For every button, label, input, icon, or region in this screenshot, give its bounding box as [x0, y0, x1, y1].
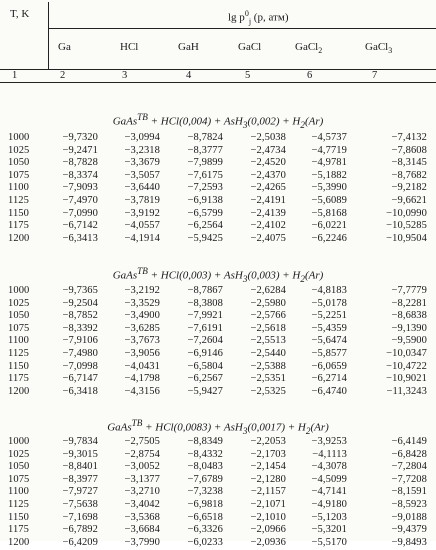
value-cell: −3,0052	[124, 461, 160, 473]
value-cell: −3,4042	[124, 499, 160, 510]
table-row	[0, 233, 436, 246]
value-cell: −9,0188	[391, 511, 427, 523]
table-row	[0, 145, 436, 158]
value-cell: −6,4740	[311, 385, 347, 397]
table-row	[0, 348, 436, 361]
value-cell: −3,6440	[124, 182, 160, 194]
value-cell: −3,9056	[124, 348, 160, 359]
value-cell: −9,7320	[62, 132, 98, 143]
value-cell: −7,0990	[62, 207, 98, 219]
value-cell: −7,9921	[187, 310, 223, 322]
value-cell: −2,5351	[250, 373, 286, 385]
temperature-cell: 1075	[8, 473, 30, 485]
value-cell: −5,6474	[311, 335, 347, 347]
col-header-temperature: T, K	[10, 8, 30, 20]
value-cell: −6,4209	[62, 536, 98, 548]
value-cell: −2,1454	[250, 461, 286, 473]
temperature-cell: 1100	[8, 486, 30, 498]
value-cell: −8,3977	[62, 473, 98, 485]
value-cell: −2,4191	[250, 195, 286, 206]
value-cell: −3,3529	[124, 297, 160, 309]
table-row	[0, 157, 436, 170]
column-number: 7	[372, 70, 378, 81]
value-cell: −8,8401	[62, 461, 98, 473]
value-cell: −3,4900	[124, 310, 160, 322]
table-row	[0, 524, 436, 537]
column-number: 1	[12, 70, 18, 81]
value-cell: −2,5038	[250, 132, 286, 143]
value-cell: −8,0483	[187, 461, 223, 473]
value-cell: −2,8754	[124, 448, 160, 460]
value-cell: −5,9425	[187, 232, 223, 244]
log-pressure-unit: (p, атм)	[253, 11, 289, 24]
value-cell: −8,1591	[391, 486, 427, 498]
table-row	[0, 323, 436, 336]
value-cell: −2,5766	[250, 310, 286, 322]
value-cell: −7,6789	[187, 473, 223, 485]
value-cell: −10,9021	[386, 373, 427, 385]
temperature-cell: 1100	[8, 182, 30, 194]
value-cell: −4,0557	[124, 220, 160, 232]
table-row	[0, 537, 436, 550]
table-row	[0, 335, 436, 348]
temperature-cell: 1075	[8, 169, 30, 181]
value-cell: −3,0994	[124, 132, 160, 143]
table-row	[0, 132, 436, 145]
table-row	[0, 386, 436, 399]
value-cell: −8,3145	[391, 157, 427, 169]
value-cell: −8,7852	[62, 310, 98, 322]
species-subscript: 2	[318, 46, 323, 56]
column-number: 5	[245, 70, 251, 81]
header-rule-bottom	[0, 82, 436, 83]
value-cell: −4,0431	[124, 360, 160, 372]
value-cell: −10,9504	[386, 232, 427, 244]
value-cell: −8,4332	[187, 448, 223, 460]
temperature-cell: 1200	[8, 385, 30, 397]
table-row	[0, 361, 436, 374]
header-rule-top-right	[48, 28, 436, 29]
value-cell: −2,4520	[250, 157, 286, 169]
value-cell: −7,2593	[187, 182, 223, 194]
value-cell: −3,7673	[124, 335, 160, 347]
value-cell: −5,4359	[311, 322, 347, 334]
value-cell: −10,0990	[386, 207, 427, 219]
table-row	[0, 170, 436, 183]
value-cell: −3,6684	[124, 524, 160, 536]
value-cell: −6,3326	[187, 524, 223, 536]
temperature-cell: 1150	[8, 511, 30, 523]
value-cell: −5,3990	[311, 182, 347, 194]
value-cell: −9,3015	[62, 448, 98, 460]
value-cell: −3,5368	[124, 511, 160, 523]
temperature-cell: 1125	[8, 195, 30, 206]
value-cell: −2,1280	[250, 473, 286, 485]
value-cell: −4,7141	[311, 486, 347, 498]
value-cell: −5,5170	[311, 536, 347, 548]
table-row	[0, 512, 436, 525]
value-cell: −5,6089	[311, 195, 347, 206]
value-cell: −7,9106	[62, 335, 98, 347]
temperature-cell: 1125	[8, 348, 30, 359]
value-cell: −2,5980	[250, 297, 286, 309]
value-cell: −9,2471	[62, 144, 98, 156]
temperature-cell: 1000	[8, 285, 30, 296]
table-row	[0, 449, 436, 462]
temperature-cell: 1175	[8, 524, 30, 536]
value-cell: −8,2281	[391, 297, 427, 309]
header-rule-mid	[0, 69, 436, 70]
table-row	[0, 474, 436, 487]
species-header: Ga	[58, 41, 71, 53]
value-cell: −2,4139	[250, 207, 286, 219]
column-number: 6	[307, 70, 313, 81]
value-cell: −3,7990	[124, 536, 160, 548]
column-number: 2	[60, 70, 66, 81]
species-header: GaCl$_2$	[295, 41, 323, 56]
table-row	[0, 208, 436, 221]
value-cell: −7,4970	[62, 195, 98, 206]
value-cell: −2,4102	[250, 220, 286, 232]
log-pressure-symbol: lg p	[228, 11, 245, 24]
value-cell: −2,5388	[250, 360, 286, 372]
value-cell: −7,4132	[391, 132, 427, 143]
value-cell: −5,2251	[311, 310, 347, 322]
value-cell: −4,9180	[311, 499, 347, 510]
value-cell: −6,7142	[62, 220, 98, 232]
value-cell: −4,3156	[124, 385, 160, 397]
value-cell: −6,2714	[311, 373, 347, 385]
table-row	[0, 436, 436, 449]
value-cell: −3,2192	[124, 285, 160, 296]
temperature-cell: 1050	[8, 461, 30, 473]
value-cell: −9,2504	[62, 297, 98, 309]
value-cell: −4,7719	[311, 144, 347, 156]
temperature-cell: 1050	[8, 157, 30, 169]
value-cell: −4,5737	[311, 132, 347, 143]
value-cell: −8,5923	[391, 499, 427, 510]
species-header: GaH	[178, 41, 199, 53]
temperature-cell: 1175	[8, 373, 30, 385]
value-cell: −3,5057	[124, 169, 160, 181]
value-cell: −5,3201	[311, 524, 347, 536]
value-cell: −9,8493	[391, 536, 427, 548]
value-cell: −3,9192	[124, 207, 160, 219]
species-header: GaCl	[238, 41, 262, 53]
value-cell: −7,2604	[187, 335, 223, 347]
value-cell: −2,6284	[250, 285, 286, 296]
value-cell: −2,4370	[250, 169, 286, 181]
value-cell: −6,2564	[187, 220, 223, 232]
value-cell: −8,8349	[187, 436, 223, 447]
value-cell: −8,7828	[62, 157, 98, 169]
value-cell: −5,1203	[311, 511, 347, 523]
value-cell: −8,7824	[187, 132, 223, 143]
header-vertical-rule	[48, 2, 49, 69]
log-pressure-superscript: 0	[244, 9, 249, 18]
temperature-cell: 1100	[8, 335, 30, 347]
value-cell: −7,4980	[62, 348, 98, 359]
value-cell: −8,6838	[391, 310, 427, 322]
value-cell: −6,3413	[62, 232, 98, 244]
value-cell: −2,7505	[124, 436, 160, 447]
value-cell: −8,3374	[62, 169, 98, 181]
value-cell: −5,8577	[311, 348, 347, 359]
table-row	[0, 298, 436, 311]
value-cell: −3,9253	[311, 436, 347, 447]
value-cell: −10,0347	[386, 348, 427, 359]
value-cell: −7,1698	[62, 511, 98, 523]
value-cell: −3,2710	[124, 486, 160, 498]
value-cell: −7,3238	[187, 486, 223, 498]
value-cell: −7,9093	[62, 182, 98, 194]
value-cell: −5,8168	[311, 207, 347, 219]
value-cell: −9,1390	[391, 322, 427, 334]
species-header: HCl	[120, 41, 139, 53]
value-cell: −2,1703	[250, 448, 286, 460]
value-cell: −6,0221	[311, 220, 347, 232]
table-row	[0, 310, 436, 323]
value-cell: −2,4075	[250, 232, 286, 244]
species-subscript: 3	[388, 46, 393, 56]
species-header: GaCl$_3$	[365, 41, 393, 56]
value-cell: −7,9727	[62, 486, 98, 498]
value-cell: −6,5804	[187, 360, 223, 372]
value-cell: −10,4722	[386, 360, 427, 372]
value-cell: −5,1882	[311, 169, 347, 181]
value-cell: −9,2182	[391, 182, 427, 194]
section-caption: GaAs$^{TB}$ + $HCl(0,004) + AsH_3(0,002) + H_2(Ar)$	[112, 112, 324, 130]
value-cell: −6,4149	[391, 436, 427, 447]
value-cell: −7,2804	[391, 461, 427, 473]
value-cell: −4,1798	[124, 373, 160, 385]
table-row	[0, 461, 436, 474]
value-cell: −8,7682	[391, 169, 427, 181]
col-header-log-pressure	[228, 9, 289, 26]
value-cell: −2,4734	[250, 144, 286, 156]
value-cell: −4,8183	[311, 285, 347, 296]
temperature-cell: 1200	[8, 536, 30, 548]
value-cell: −7,8608	[391, 144, 427, 156]
value-cell: −9,6621	[391, 195, 427, 206]
column-number: 4	[186, 70, 192, 81]
value-cell: −2,5618	[250, 322, 286, 334]
value-cell: −8,3392	[62, 322, 98, 334]
value-cell: −8,3777	[187, 144, 223, 156]
value-cell: −2,5325	[250, 385, 286, 397]
value-cell: −4,9781	[311, 157, 347, 169]
value-cell: −6,9138	[187, 195, 223, 206]
value-cell: −2,2053	[250, 436, 286, 447]
table-row	[0, 285, 436, 298]
value-cell: −6,8428	[391, 448, 427, 460]
value-cell: −9,7834	[62, 436, 98, 447]
log-pressure-subscript: j	[248, 16, 252, 26]
value-cell: −4,1914	[124, 232, 160, 244]
value-cell: −10,5285	[386, 220, 427, 232]
table-row	[0, 499, 436, 512]
value-cell: −2,1010	[250, 511, 286, 523]
temperature-cell: 1200	[8, 232, 30, 244]
temperature-cell: 1175	[8, 220, 30, 232]
temperature-cell: 1050	[8, 310, 30, 322]
value-cell: −6,7147	[62, 373, 98, 385]
value-cell: −7,5638	[62, 499, 98, 510]
value-cell: −7,7779	[391, 285, 427, 296]
temperature-cell: 1000	[8, 132, 30, 143]
table-row	[0, 220, 436, 233]
temperature-cell: 1025	[8, 144, 30, 156]
value-cell: −7,6191	[187, 322, 223, 334]
value-cell: −6,0659	[311, 360, 347, 372]
value-cell: −9,5900	[391, 335, 427, 347]
value-cell: −2,5440	[250, 348, 286, 359]
value-cell: −2,0936	[250, 536, 286, 548]
value-cell: −2,5513	[250, 335, 286, 347]
value-cell: −6,9146	[187, 348, 223, 359]
value-cell: −8,7867	[187, 285, 223, 296]
value-cell: −6,2567	[187, 373, 223, 385]
value-cell: −2,0966	[250, 524, 286, 536]
section-caption: GaAs$^{TB}$ + $HCl(0,003) + AsH_3(0,003) + H_2(Ar)$	[112, 266, 324, 284]
value-cell: −3,7819	[124, 195, 160, 206]
value-cell: −7,9899	[187, 157, 223, 169]
value-cell: −4,5099	[311, 473, 347, 485]
value-cell: −4,1113	[312, 448, 347, 460]
table-row	[0, 195, 436, 208]
value-cell: −8,3808	[187, 297, 223, 309]
table-row	[0, 182, 436, 195]
value-cell: −3,2318	[124, 144, 160, 156]
value-cell: −6,0233	[187, 536, 223, 548]
value-cell: −9,4379	[391, 524, 427, 536]
value-cell: −6,5799	[187, 207, 223, 219]
value-cell: −3,3679	[124, 157, 160, 169]
value-cell: −5,9427	[187, 385, 223, 397]
temperature-cell: 1000	[8, 436, 30, 447]
temperature-cell: 1075	[8, 322, 30, 334]
value-cell: −9,7365	[62, 285, 98, 296]
temperature-cell: 1025	[8, 448, 30, 460]
value-cell: −5,0178	[311, 297, 347, 309]
value-cell: −11,3243	[386, 385, 427, 397]
temperature-cell: 1150	[8, 360, 30, 372]
value-cell: −6,7892	[62, 524, 98, 536]
table-row	[0, 486, 436, 499]
value-cell: −7,6175	[187, 169, 223, 181]
value-cell: −2,4265	[250, 182, 286, 194]
value-cell: −2,1157	[250, 486, 286, 498]
temperature-cell: 1125	[8, 499, 30, 510]
temperature-cell: 1150	[8, 207, 30, 219]
value-cell: −6,6518	[187, 511, 223, 523]
temperature-cell: 1025	[8, 297, 30, 309]
value-cell: −4,3078	[311, 461, 347, 473]
value-cell: −3,1377	[124, 473, 160, 485]
value-cell: −7,0998	[62, 360, 98, 372]
value-cell: −6,2246	[311, 232, 347, 244]
value-cell: −2,1071	[250, 499, 286, 510]
value-cell: −6,9818	[187, 499, 223, 510]
section-caption: GaAs$^{TB}$ + $HCl(0,0083) + AsH_3(0,0017) + H_2(Ar)$	[107, 418, 329, 436]
value-cell: −6,3418	[62, 385, 98, 397]
column-number: 3	[122, 70, 128, 81]
value-cell: −3,6285	[124, 322, 160, 334]
value-cell: −7,7208	[391, 473, 427, 485]
table-row	[0, 373, 436, 386]
